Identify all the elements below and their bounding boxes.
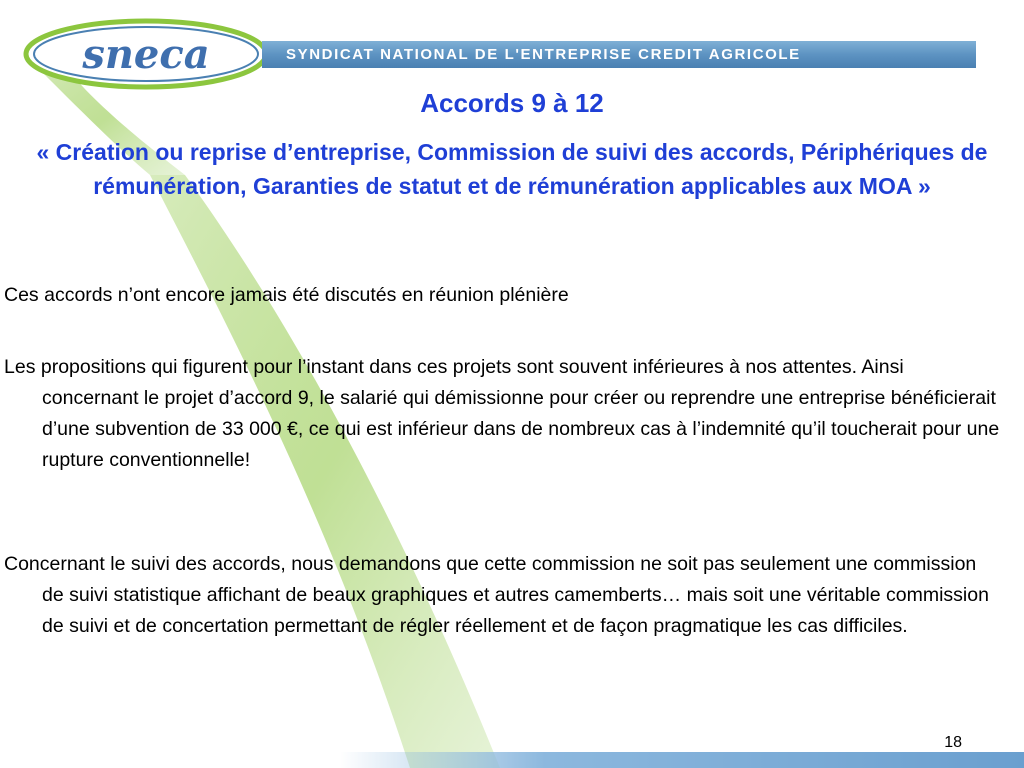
slide-title: Accords 9 à 12 bbox=[420, 88, 604, 118]
paragraph-1: Ces accords n’ont encore jamais été discutés en réunion plénière bbox=[4, 284, 569, 306]
page-number: 18 bbox=[944, 734, 962, 751]
paragraph-3: Concernant le suivi des accords, nous demandons que cette commission ne soit pas seulement une commission de suivi statistique affichant de beaux graphiques et autres camemberts… mais soit une véritable commission de suivi et de concertation permettant de régler réellement et de façon pragmatique les cas difficiles. bbox=[4, 553, 989, 637]
header-banner bbox=[262, 41, 976, 68]
banner-text: SYNDICAT NATIONAL DE L'ENTREPRISE CREDIT AGRICOLE bbox=[286, 46, 801, 63]
slide-subtitle: « Création ou reprise d’entreprise, Commission de suivi des accords, Périphériques de rémunération, Garanties de statut et de rémunération applicables aux MOA » bbox=[36, 139, 988, 199]
logo-text: sneca bbox=[82, 31, 210, 78]
sneca-logo bbox=[22, 18, 270, 90]
paragraph-2: Les propositions qui figurent pour l’instant dans ces projets sont souvent inférieures à nos attentes. Ainsi concernant le projet d’accord 9, le salarié qui démissionne pour créer ou reprendre une entreprise bénéficierait d’une subvention de 33 000 €, ce qui est inférieur dans de nombreux cas à l’indemnité qu’il toucherait pour une rupture conventionnelle! bbox=[4, 356, 1000, 471]
footer-bar bbox=[340, 752, 1024, 768]
